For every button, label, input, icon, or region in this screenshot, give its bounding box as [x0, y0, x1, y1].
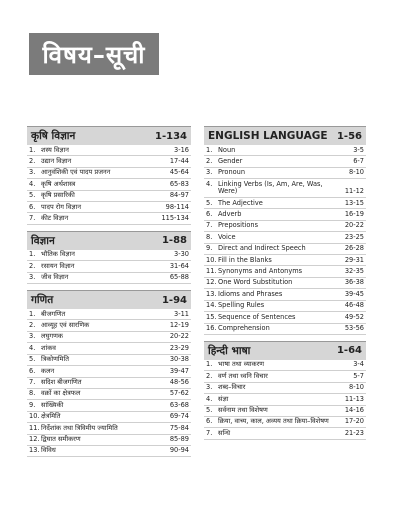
item-pages: 49-52: [344, 312, 364, 321]
item-title: सदिश बीजगणित: [41, 378, 82, 386]
toc-row: [27, 202, 191, 213]
toc-row: [204, 289, 366, 300]
item-pages: 8-10: [349, 383, 364, 392]
item-pages: 84-97: [169, 191, 189, 200]
toc-row: [204, 324, 366, 335]
item-number: 3.: [29, 273, 36, 282]
toc-row: [27, 435, 191, 446]
item-pages: 65-88: [169, 273, 189, 282]
toc-section: [204, 341, 366, 440]
item-number: 5.: [206, 406, 213, 415]
item-title: Sequence of Sentences: [218, 312, 296, 321]
item-title: निर्देशांक तथा त्रिविमीय ज्यामिति: [41, 423, 118, 432]
item-title: कृषि प्रसारिकी: [41, 191, 75, 200]
item-title: Direct and Indirect Speech: [218, 244, 306, 253]
item-number: 2.: [29, 320, 36, 329]
item-pages: 53-56: [344, 324, 364, 332]
item-number: 9.: [29, 400, 36, 409]
item-number: 1.: [206, 360, 213, 369]
item-number: 13.: [206, 289, 217, 298]
item-number: 12.: [29, 435, 40, 444]
toc-row: [27, 446, 191, 457]
item-pages: 17-20: [344, 417, 364, 426]
item-pages: 23-25: [344, 232, 364, 241]
item-number: 12.: [206, 278, 217, 287]
item-title: Fill in the Blanks: [218, 255, 272, 264]
item-title: कीट विज्ञान: [41, 213, 69, 222]
item-number: 6.: [206, 209, 213, 218]
item-number: 7.: [206, 428, 213, 437]
item-pages: 31-64: [169, 261, 189, 270]
item-title: आनुवंशिकी एवं पादप प्रजनन: [41, 168, 111, 177]
page-title: विषय–सूची: [29, 33, 159, 75]
item-title: Voice: [218, 232, 236, 241]
item-number: 3.: [29, 332, 36, 341]
item-title: Prepositions: [218, 221, 259, 230]
item-title: कलन: [41, 366, 55, 375]
toc-row: [204, 360, 366, 371]
item-number: 1.: [29, 309, 36, 318]
item-title: शस्य विज्ञान: [41, 145, 69, 154]
item-pages: 5-7: [353, 371, 364, 380]
toc-row: [204, 156, 366, 167]
item-pages: 11-13: [344, 394, 364, 403]
toc-row: [27, 250, 191, 261]
item-number: 5.: [29, 355, 36, 364]
item-title: बीजगणित: [41, 309, 66, 318]
section-header: [204, 341, 366, 360]
item-title: सांख्यिकी: [41, 400, 64, 409]
section-header: [27, 231, 191, 250]
item-pages: 11-12: [344, 187, 364, 196]
toc-row: [27, 191, 191, 202]
item-number: 8.: [29, 389, 36, 398]
item-number: 11.: [29, 423, 40, 432]
item-pages: 3-4: [353, 360, 364, 369]
item-pages: 3-16: [174, 145, 189, 154]
item-pages: 57-62: [169, 389, 189, 398]
item-number: 1.: [29, 145, 36, 154]
item-title: Spelling Rules: [218, 301, 265, 310]
item-title: One Word Substitution: [218, 278, 293, 287]
section-title: विज्ञान: [31, 234, 55, 247]
item-pages: 48-56: [169, 378, 189, 386]
toc-row: [204, 179, 366, 198]
section-title: ENGLISH LANGUAGE: [208, 130, 328, 142]
toc-row: [204, 244, 366, 255]
item-number: 7.: [206, 221, 213, 230]
item-pages: 90-94: [169, 446, 189, 455]
item-title: Synonyms and Antonyms: [218, 266, 303, 275]
toc-row: [204, 278, 366, 289]
toc-row: [27, 213, 191, 224]
toc-row: [204, 145, 366, 156]
toc-row: [27, 168, 191, 179]
item-title: Comprehension: [218, 324, 270, 332]
item-title: पादप रोग विज्ञान: [41, 202, 81, 211]
toc-row: [27, 309, 191, 320]
item-title: Adverb: [218, 209, 242, 218]
item-pages: 21-23: [344, 428, 364, 437]
item-title: सर्वनाम तथा विशेषण: [218, 406, 268, 415]
item-number: 1.: [29, 250, 36, 259]
item-title: Noun: [218, 145, 236, 154]
item-pages: 17-44: [169, 156, 189, 165]
item-pages: 23-29: [169, 343, 189, 352]
item-pages: 36-38: [344, 278, 364, 287]
item-title: वक्रों का क्षेत्रफल: [41, 389, 81, 398]
toc-row: [204, 371, 366, 382]
item-pages: 6-7: [353, 156, 364, 165]
item-number: 6.: [29, 202, 36, 211]
section-pages: 1-56: [336, 130, 362, 142]
toc-row: [27, 412, 191, 423]
item-number: 10.: [206, 255, 217, 264]
item-pages: 20-22: [344, 221, 364, 230]
item-number: 14.: [206, 301, 217, 310]
item-pages: 98-114: [165, 202, 189, 211]
item-pages: 69-74: [169, 412, 189, 421]
toc-row: [204, 209, 366, 220]
item-title: सन्धि: [218, 428, 231, 437]
item-number: 7.: [29, 213, 36, 222]
toc-row: [27, 320, 191, 331]
toc-row: [27, 400, 191, 411]
toc-row: [204, 266, 366, 277]
item-pages: 39-45: [344, 289, 364, 298]
item-number: 13.: [29, 446, 40, 455]
item-title: भाषा तथा व्याकरण: [218, 360, 265, 369]
section-pages: 1-88: [161, 235, 187, 247]
item-pages: 8-10: [349, 168, 364, 177]
item-title: द्विघात समीकरण: [41, 435, 81, 444]
item-number: 2.: [206, 156, 213, 165]
item-number: 4.: [29, 343, 36, 352]
item-number: 4.: [29, 179, 36, 188]
section-pages: 1-64: [336, 345, 362, 357]
item-number: 3.: [206, 383, 213, 392]
item-pages: 39-47: [169, 366, 189, 375]
toc-row: [204, 301, 366, 312]
item-title: संज्ञा: [218, 394, 229, 403]
toc-row: [27, 332, 191, 343]
item-title: विविध: [41, 446, 56, 455]
toc-row: [204, 312, 366, 323]
item-pages: 65-83: [169, 179, 189, 188]
item-number: 8.: [206, 232, 213, 241]
toc-section: [204, 126, 366, 335]
item-title: क्रिया, वाच्य, काल, अव्यय तथा क्रिया–विशेषण: [218, 417, 329, 426]
item-number: 1.: [206, 145, 213, 154]
toc-row: [27, 261, 191, 272]
section-pages: 1-134: [155, 130, 187, 142]
item-number: 4.: [206, 179, 213, 188]
toc-row: [27, 389, 191, 400]
item-pages: 26-28: [344, 244, 364, 253]
item-number: 2.: [29, 261, 36, 270]
toc-row: [204, 232, 366, 243]
item-number: 6.: [29, 366, 36, 375]
item-title: क्षेत्रमिति: [41, 412, 61, 421]
item-title: Linking Verbs (Is, Am, Are, Was, Were): [218, 179, 323, 196]
item-title: Gender: [218, 156, 243, 165]
item-number: 2.: [206, 371, 213, 380]
item-pages: 32-35: [344, 266, 364, 275]
toc-row: [204, 255, 366, 266]
item-title: वर्ण तथा ध्वनि विचार: [218, 371, 268, 380]
item-number: 5.: [206, 198, 213, 207]
item-number: 15.: [206, 312, 217, 321]
toc-row: [204, 417, 366, 428]
section-header: [204, 126, 366, 145]
item-number: 4.: [206, 394, 213, 403]
toc-section: [27, 126, 191, 225]
item-number: 9.: [206, 244, 213, 253]
item-pages: 3-11: [174, 309, 189, 318]
toc-row: [204, 221, 366, 232]
section-pages: 1-94: [161, 294, 187, 306]
toc-row: [204, 406, 366, 417]
item-title: लघुगणक: [41, 332, 63, 341]
toc-row: [27, 179, 191, 190]
item-title: भौतिक विज्ञान: [41, 250, 75, 259]
item-title: शब्द–विचार: [218, 383, 246, 392]
section-title: गणित: [31, 294, 54, 307]
toc-row: [204, 383, 366, 394]
item-title: Pronoun: [218, 168, 246, 177]
item-title: उद्यान विज्ञान: [41, 156, 72, 165]
section-header: [27, 126, 191, 145]
toc-row: [204, 394, 366, 405]
item-number: 5.: [29, 191, 36, 200]
item-title: आव्यूह एवं सारणिक: [41, 320, 90, 329]
section-title: हिन्दी भाषा: [208, 344, 251, 357]
item-title: The Adjective: [218, 198, 263, 207]
section-header: [27, 290, 191, 309]
item-pages: 45-64: [169, 168, 189, 177]
item-title: Idioms and Phrases: [218, 289, 283, 298]
item-number: 2.: [29, 156, 36, 165]
toc-row: [204, 198, 366, 209]
item-title: रसायन विज्ञान: [41, 261, 75, 270]
item-number: 6.: [206, 417, 213, 426]
toc-row: [27, 366, 191, 377]
item-pages: 46-48: [344, 301, 364, 310]
item-pages: 16-19: [344, 209, 364, 218]
item-number: 7.: [29, 378, 36, 386]
item-pages: 14-16: [344, 406, 364, 415]
toc-row: [27, 343, 191, 354]
item-pages: 13-15: [344, 198, 364, 207]
item-title: त्रिकोणमिति: [41, 355, 70, 364]
item-pages: 115-134: [161, 213, 189, 222]
toc-row: [27, 355, 191, 366]
item-title: कृषि अर्थशास्त्र: [41, 179, 76, 188]
section-title: कृषि विज्ञान: [31, 130, 76, 142]
item-pages: 75-84: [169, 423, 189, 432]
right-column: [204, 126, 366, 446]
item-title: शांकव: [41, 343, 56, 352]
item-pages: 29-31: [344, 255, 364, 264]
item-pages: 30-38: [169, 355, 189, 364]
toc-row: [27, 145, 191, 156]
item-title: जीव विज्ञान: [41, 273, 69, 282]
item-number: 11.: [206, 266, 217, 275]
item-pages: 63-68: [169, 400, 189, 409]
toc-row: [27, 273, 191, 284]
left-column: [27, 126, 191, 463]
toc-row: [204, 168, 366, 179]
toc-section: [27, 231, 191, 284]
item-pages: 3-5: [353, 145, 364, 154]
toc-section: [27, 290, 191, 457]
item-number: 3.: [29, 168, 36, 177]
toc-row: [27, 378, 191, 389]
item-pages: 85-89: [169, 435, 189, 444]
toc-row: [27, 156, 191, 167]
toc-row: [27, 423, 191, 434]
toc-row: [204, 428, 366, 439]
item-pages: 3-30: [174, 250, 189, 259]
item-pages: 20-22: [169, 332, 189, 341]
item-number: 16.: [206, 324, 217, 332]
item-pages: 12-19: [169, 320, 189, 329]
item-number: 3.: [206, 168, 213, 177]
item-number: 10.: [29, 412, 40, 421]
